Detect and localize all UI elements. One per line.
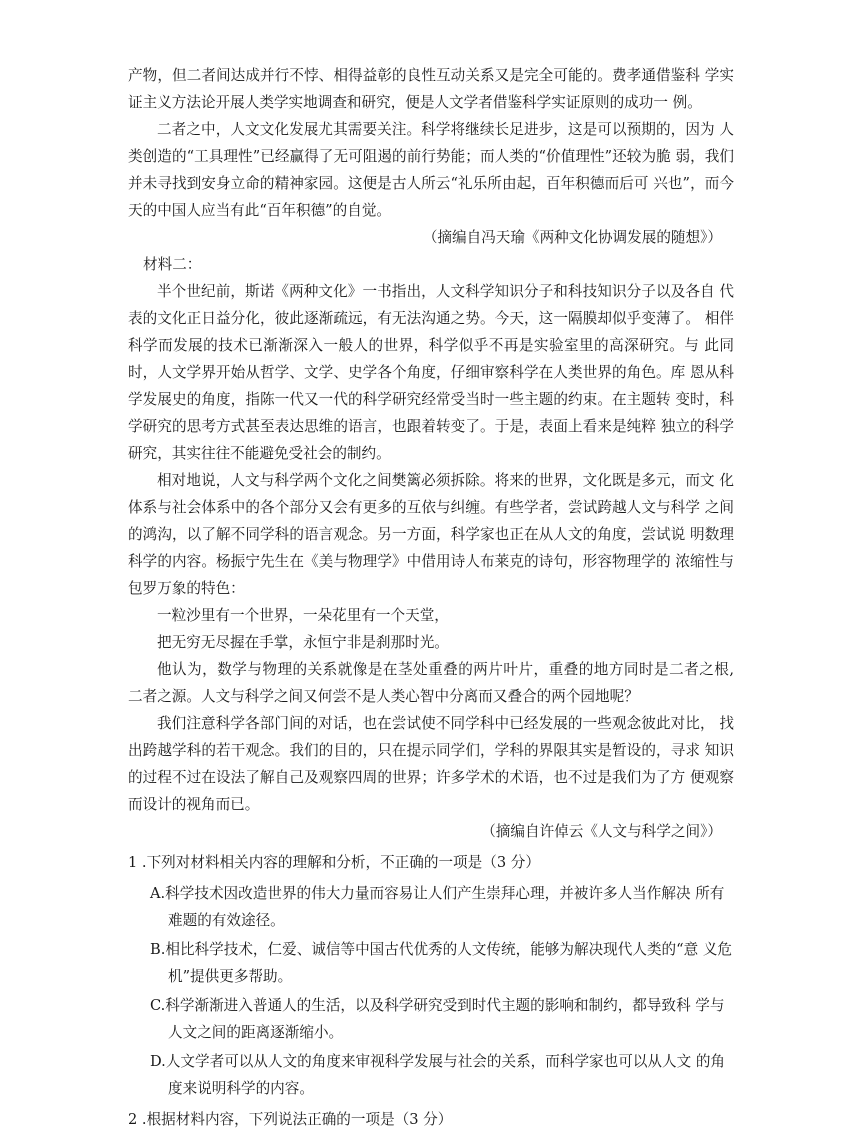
question-1-stem: 1 .下列对材料相关内容的理解和分析，不正确的一项是（3 分） (128, 854, 540, 871)
page-content (128, 62, 734, 1137)
passage2-paragraph-1: 半个世纪前，斯诺《两种文化》一书指出，人文科学知识分子和科技知识分子以及各自 代表的文化正日益分化，彼此逐渐疏远，有无法沟通之势。今天，这一隔膜却似乎变薄了。 相伴科学而发展的技术已渐渐深入一般人的世界，科学似乎不再是实验室里的高深研究。与 此同时，人文学界开始从哲学、文学、史学各个角度，仔细审察科学在人类世界的角色。库 恩从科学发展史的角度，指陈一代又一代的科学研究经常受当时一些主题的约束。在主题转 变时，科学研究的思考方式甚至表达思维的语言，也跟着转变了。于是，表面上看来是纯粹 独立的科学研究，其实往往不能避免受社会的制约。 (128, 283, 734, 462)
question-1-option-d: D.人文学者可以从人文的角度来审视科学发展与社会的关系，而科学家也可以从人文 的角度来说明科学的内容。 (150, 1053, 726, 1097)
poem-line-2: 把无穷无尽握在手掌，永恒宁非是刹那时光。 (157, 634, 449, 651)
passage2-source: （摘编自许倬云《人文与科学之间》） (481, 823, 722, 840)
passage2-paragraph-3: 他认为，数学与物理的关系就像是在茎处重叠的两片叶片，重叠的地方同时是二者之根, 二者之源。人文与科学之间又何尝不是人类心智中分离而又叠合的两个园地呢？ (128, 661, 734, 705)
passage1-paragraph-continued: 产物，但二者间达成并行不悖、相得益彰的良性互动关系又是完全可能的。费孝通借鉴科 学实证主义方法论开展人类学实地调查和研究，便是人文学者借鉴科学实证原则的成功一 例。 (128, 67, 734, 111)
question-2-stem: 2 .根据材料内容，下列说法正确的一项是（3 分） (128, 1111, 453, 1128)
question-1-option-c: C.科学渐渐进入普通人的生活，以及科学研究受到时代主题的影响和制约，都导致科 学与人文之间的距离逐渐缩小。 (150, 997, 725, 1041)
passage2-label: 材料二： (143, 256, 202, 273)
passage2-paragraph-2: 相对地说，人文与科学两个文化之间樊篱必须拆除。将来的世界，文化既是多元，而文 化体系与社会体系中的各个部分又会有更多的互依与纠缠。有些学者，尝试跨越人文与科学 之间的鸿沟，以了解不同学科的语言观念。另一方面，科学家也正在从人文的角度，尝试说 明数理科学的内容。杨振宁先生在《美与物理学》中借用诗人布莱克的诗句，形容物理学的 浓缩性与包罗万象的特色： (128, 472, 734, 597)
question-1-options (128, 880, 734, 1102)
passage1-paragraph-2: 二者之中，人文文化发展尤其需要关注。科学将继续长足进步，这是可以预期的，因为 人类创造的“工具理性”已经赢得了无可阻遏的前行势能；而人类的“价值理性”还较为脆 弱，我们并未寻找到安身立命的精神家园。这便是古人所云“礼乐所由起，百年积德而后可 兴也”，而今天的中国人应当有此“百年积德”的自觉。 (128, 121, 734, 219)
question-1-option-b: B.相比科学技术，仁爱、诚信等中国古代优秀的人文传统，能够为解决现代人类的“意 义危机”提供更多帮助。 (150, 941, 733, 985)
question-1-option-a: A.科学技术因改造世界的伟大力量而容易让人们产生崇拜心理，并被许多人当作解决 所有难题的有效途径。 (150, 885, 725, 929)
passage1-source: （摘编自冯天瑜《两种文化协调发展的随想》） (422, 229, 722, 246)
passage2-paragraph-4: 我们注意科学各部门间的对话，也在尝试使不同学科中已经发展的一些观念彼此对比， 找出跨越学科的若干观念。我们的目的，只在提示同学们，学科的界限其实是暂设的，寻求 知识的过程不过在设法了解自己及观察四周的世界；许多学术的术语，也不过是我们为了方 便观察而设计的视角而已。 (128, 715, 734, 813)
poem-line-1: 一粒沙里有一个世界，一朵花里有一个天堂， (157, 607, 449, 624)
